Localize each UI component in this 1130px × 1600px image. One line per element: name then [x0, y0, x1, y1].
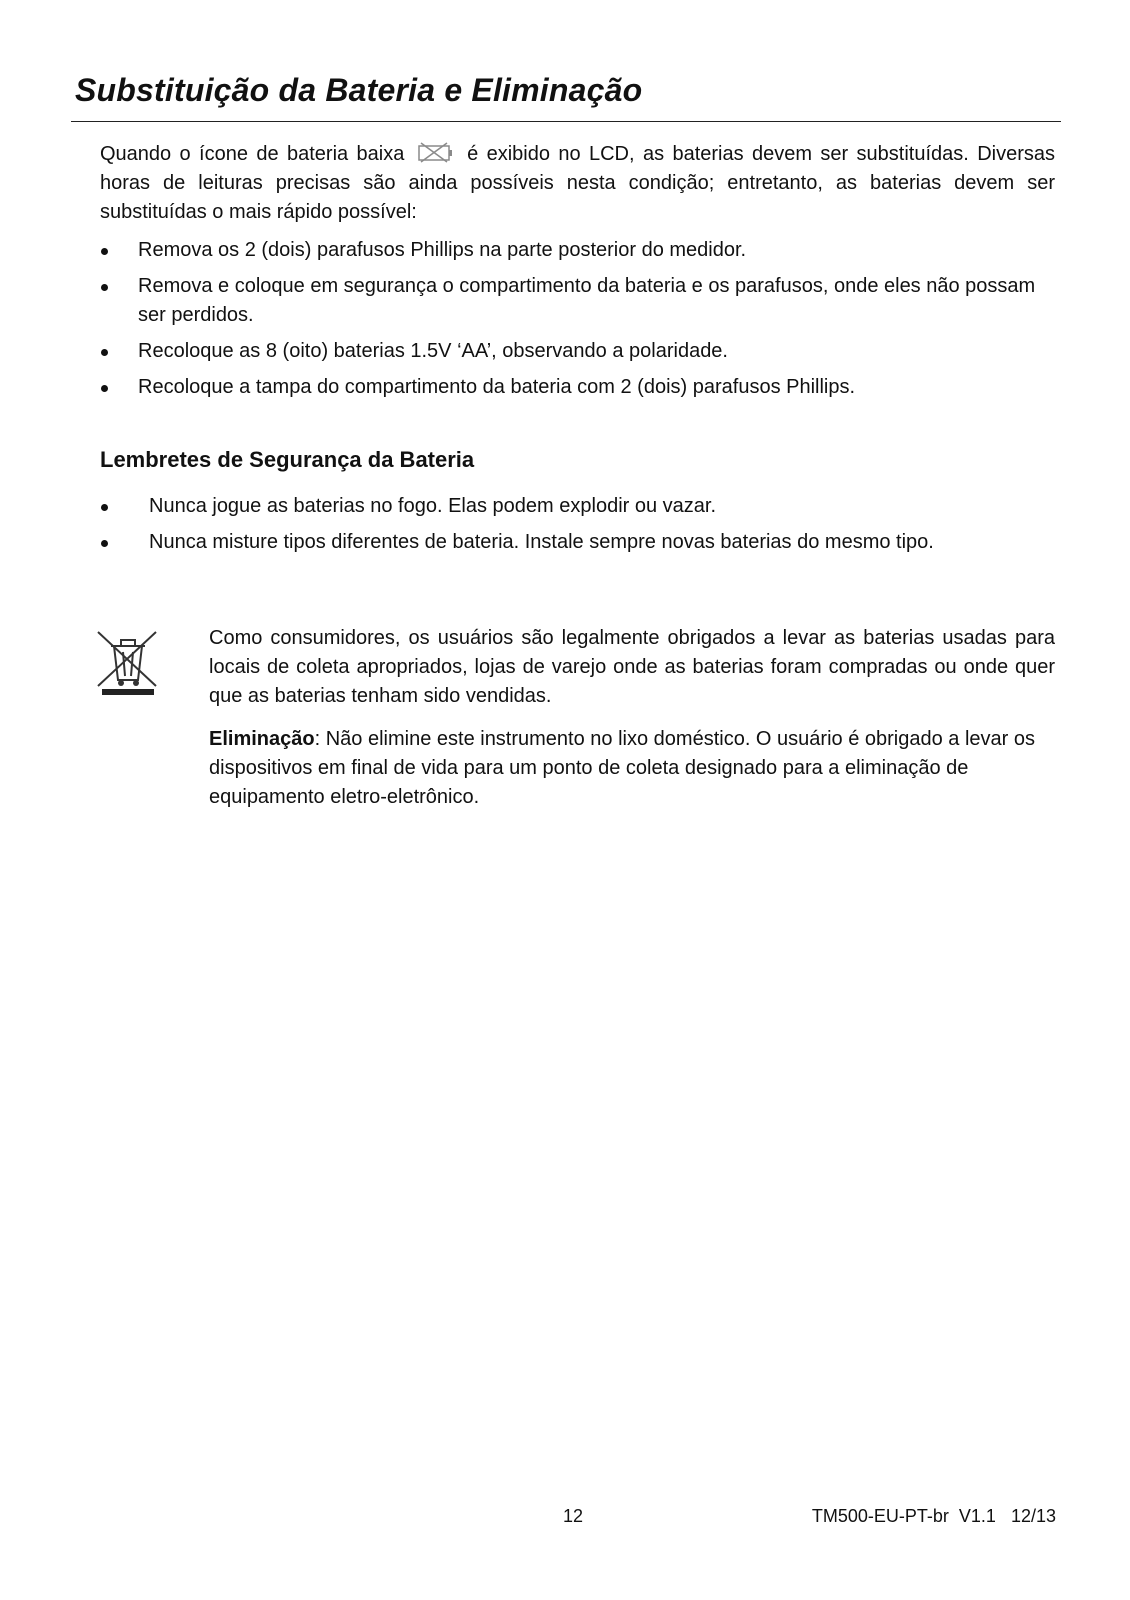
list-item: [100, 272, 1055, 330]
list-item: [100, 492, 1055, 521]
bullet: [101, 284, 108, 291]
title-divider: [71, 121, 1061, 122]
safety-heading: Lembretes de Segurança da Bateria: [100, 447, 475, 472]
bullet: [101, 540, 108, 547]
disposal-section: [209, 624, 1055, 826]
consumer-paragraph: Como consumidores, os usuários são legalmente obrigados a levar as baterias usadas para locais de coleta apropriados, lojas de varejo onde as baterias foram compradas ou onde quer que as baterias tenham sido vendidas.: [209, 627, 1055, 707]
bullet: [101, 349, 108, 356]
disposal-label: Eliminação: [209, 728, 315, 750]
list-item: [100, 528, 1055, 557]
intro-paragraph: [100, 140, 1055, 227]
list-item: [100, 337, 1055, 366]
bullet: [101, 385, 108, 392]
page-number: 12: [563, 1506, 584, 1526]
intro-text-before-icon: Quando o ícone de bateria baixa: [100, 143, 405, 165]
disposal-paragraph: [209, 725, 1055, 812]
page-title: Substituição da Bateria e Eliminação: [75, 72, 643, 108]
intro-text-after-icon: é exibido no LCD, as baterias devem ser substituídas. Diversas horas de leituras precisas são ainda possíveis nesta condição; entretanto, as baterias devem ser substituídas o mais rápido possível:: [100, 143, 1055, 223]
safety-text: Nunca misture tipos diferentes de bateria. Instale sempre novas baterias do mesmo tipo.: [149, 531, 934, 553]
list-item: [100, 236, 1055, 265]
bullet: [101, 248, 108, 255]
step-text: Remova os 2 (dois) parafusos Phillips na parte posterior do medidor.: [138, 239, 747, 261]
safety-text: Nunca jogue as baterias no fogo. Elas podem explodir ou vazar.: [149, 495, 717, 517]
safety-list: [100, 492, 1055, 564]
step-text: Remova e coloque em segurança o compartimento da bateria e os parafusos, onde eles não possam ser perdidos.: [138, 275, 1036, 326]
bullet: [101, 504, 108, 511]
disposal-text: : Não elimine este instrumento no lixo doméstico. O usuário é obrigado a levar os dispositivos em final de vida para um ponto de coleta designado para a eliminação de equipamento eletro-eletrônico.: [209, 728, 1035, 808]
weee-crossed-bin-icon: [96, 630, 160, 696]
replacement-steps-list: [100, 236, 1055, 409]
step-text: Recoloque as 8 (oito) baterias 1.5V ‘AA’, observando a polaridade.: [138, 340, 728, 362]
list-item: [100, 373, 1055, 402]
low-battery-icon: [417, 141, 455, 163]
step-text: Recoloque a tampa do compartimento da bateria com 2 (dois) parafusos Phillips.: [138, 376, 856, 398]
document-version: TM500-EU-PT-br V1.1 12/13: [811, 1506, 1056, 1526]
